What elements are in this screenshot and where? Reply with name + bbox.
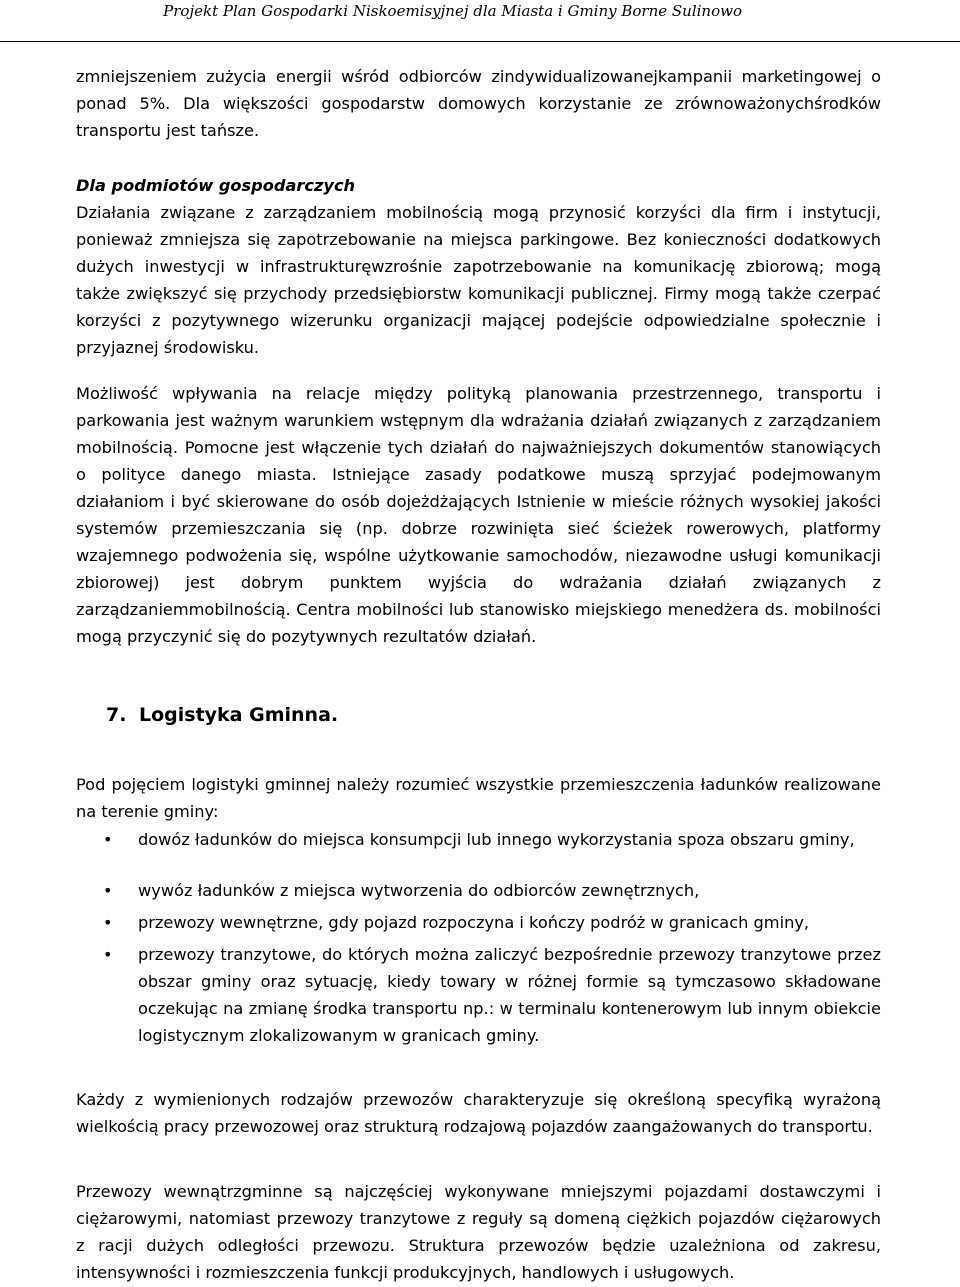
list-item-text: dowóz ładunków do miejsca konsumpcji lub innego wykorzystania spoza obszaru gminy, [138, 830, 855, 849]
section-number: 7. [106, 704, 127, 726]
bullet-icon: • [103, 830, 113, 849]
list-item-text: wywóz ładunków z miejsca wytworzenia do odbiorców zewnętrznych, [138, 881, 700, 900]
bullet-icon: • [103, 945, 113, 964]
bullet-icon: • [103, 913, 113, 932]
paragraph-3: Możliwość wpływania na relacje między polityką planowania przestrzennego, transportu i parkowania jest ważnym warunkiem wstępnym dla wdrażania działań związanych z zarządzaniem mobilnością. Pomocne jest włączenie tych działań do najważniejszych dokumentów stanowiących o polityce danego miasta. Istniejące zasady podatkowe muszą sprzyjać podejmowanym działaniom i być skierowane do osób dojeżdżających Istnienie w mieście różnych wysokiej jakości systemów przemieszczania się (np. dobrze rozwinięta sieć ścieżek rowerowych, platformy wzajemnego podwożenia się, wspólne użytkowanie samochodów, niezawodne usługi komunikacji zbiorowej) jest dobrym punktem wyjścia do wdrażania działań związanych z zarządzaniemmobilnością. Centra mobilności lub stanowisko miejskiego menedżera ds. mobilności mogą przyczynić się do pozytywnych rezultatów działań. [76, 384, 881, 646]
section-title: Logistyka Gminna. [139, 704, 339, 726]
page-header [0, 0, 960, 42]
list-item-text: przewozy tranzytowe, do których można zaliczyć bezpośrednie przewozy tranzytowe przez obszar gminy oraz sytuację, kiedy towary w różnej formie są tymczasowo składowane oczekując na zmianę środka transportu np.: w terminalu kontenerowym lub innym obiekcie logistycznym zlokalizowanym w granicach gminy. [138, 945, 881, 1045]
list-item-text: przewozy wewnętrzne, gdy pojazd rozpoczyna i kończy podróż w granicach gminy, [138, 913, 810, 932]
header-title: Projekt Plan Gospodarki Niskoemisyjnej dla Miasta i Gminy Borne Sulinowo [163, 2, 742, 20]
business-section [76, 172, 881, 361]
list-item [76, 826, 881, 853]
paragraph-4: Pod pojęciem logistyki gminnej należy rozumieć wszystkie przemieszczenia ładunków realizowane na terenie gminy: [76, 775, 881, 821]
paragraph-6: Przewozy wewnątrzgminne są najczęściej wykonywane mniejszymi pojazdami dostawczymi i ciężarowymi, natomiast przewozy tranzytowe z reguły są domeną ciężkich pojazdów ciężarowych z racji dużych odległości przewozu. Struktura przewozów będzie uzależniona od zakresu, intensywności i rozmieszczenia funkcji produkcyjnych, handlowych i usługowych. [76, 1182, 881, 1282]
paragraph-2: Działania związane z zarządzaniem mobilnością mogą przynosić korzyści dla firm i instytucji, ponieważ zmniejsza się zapotrzebowanie na miejsca parkingowe. Bez konieczności dodatkowych dużych inwestycji w infrastrukturęwzrośnie zapotrzebowanie na komunikację zbiorową; mogą także zwiększyć się przychody przedsiębiorstw komunikacji publicznej. Firmy mogą także czerpać korzyści z pozytywnego wizerunku organizacji mającej podejście odpowiedzialne społecznie i przyjaznej środowisku. [76, 203, 881, 357]
paragraph-1: zmniejszeniem zużycia energii wśród odbiorców zindywidualizowanejkampanii marketingowej o ponad 5%. Dla większości gospodarstw domowych korzystanie ze zrównoważonychśrodków transportu jest tańsze. [76, 67, 881, 140]
section-heading [106, 704, 338, 726]
logistics-list [76, 826, 881, 1049]
list-item [76, 877, 881, 904]
paragraph-5: Każdy z wymienionych rodzajów przewozów charakteryzuje się określoną specyfiką wyrażoną wielkością pracy przewozowej oraz strukturą rodzajową pojazdów zaangażowanych do transportu. [76, 1090, 881, 1136]
list-item [76, 941, 881, 1049]
subheading-business: Dla podmiotów gospodarczych [76, 176, 356, 195]
list-item [76, 909, 881, 936]
bullet-icon: • [103, 881, 113, 900]
